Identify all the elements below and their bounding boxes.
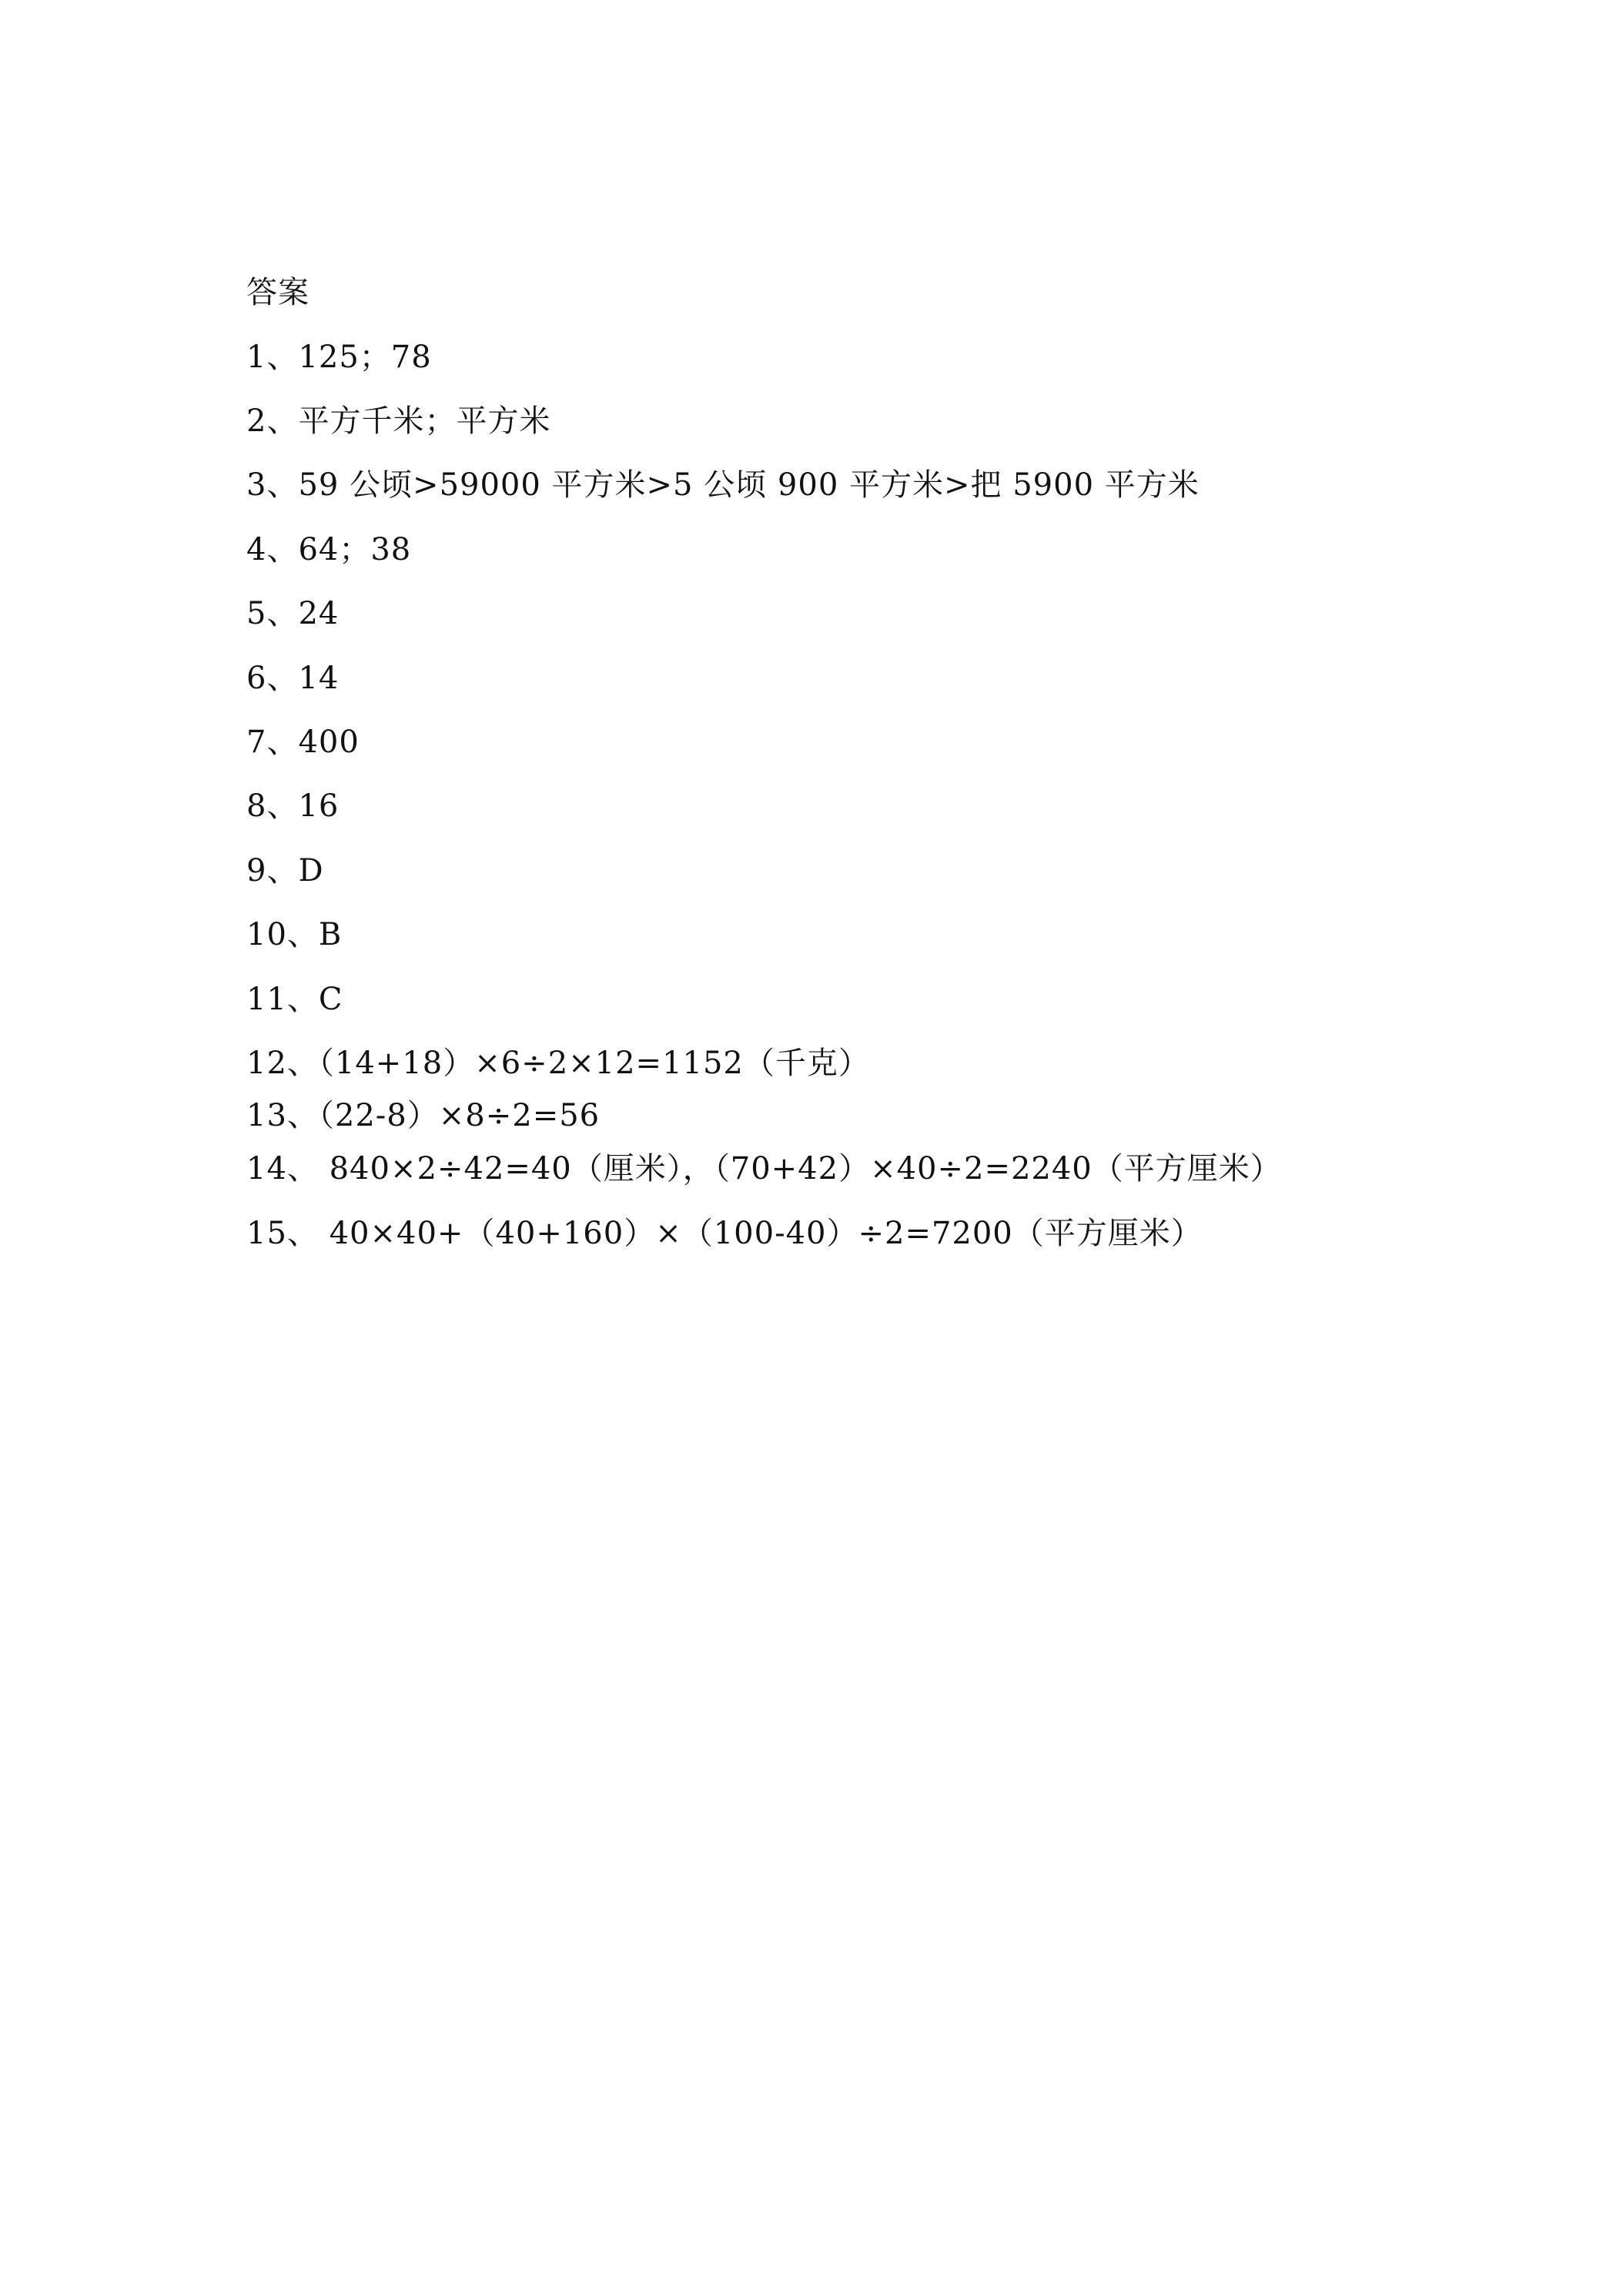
answer-line-3: 3、59 公顷>59000 平方米>5 公顷 900 平方米>把 5900 平方米	[246, 467, 1200, 503]
answer-line-7: 7、400	[246, 725, 360, 760]
answer-line-5: 5、24	[246, 596, 340, 631]
page-title: 答案	[246, 275, 310, 310]
answer-line-2: 2、平方千米；平方米	[246, 403, 551, 439]
answer-line-12: 12、（14+18）×6÷2×12=1152（千克）	[246, 1046, 870, 1081]
answer-line-6: 6、14	[246, 661, 340, 696]
answer-line-8: 8、16	[246, 788, 340, 824]
answer-line-13: 13、（22-8）×8÷2=56	[246, 1098, 601, 1133]
answer-line-4: 4、64；38	[246, 532, 412, 567]
answer-line-14: 14、 840×2÷42=40（厘米），（70+42）×40÷2=2240（平方厘米）	[246, 1151, 1282, 1186]
answer-line-15: 15、 40×40+（40+160）×（100-40）÷2=7200（平方厘米）	[246, 1216, 1203, 1251]
answer-line-10: 10、B	[246, 917, 343, 952]
answer-line-11: 11、C	[246, 982, 343, 1017]
answer-line-1: 1、125；78	[246, 340, 432, 375]
answer-line-9: 9、D	[246, 853, 324, 889]
